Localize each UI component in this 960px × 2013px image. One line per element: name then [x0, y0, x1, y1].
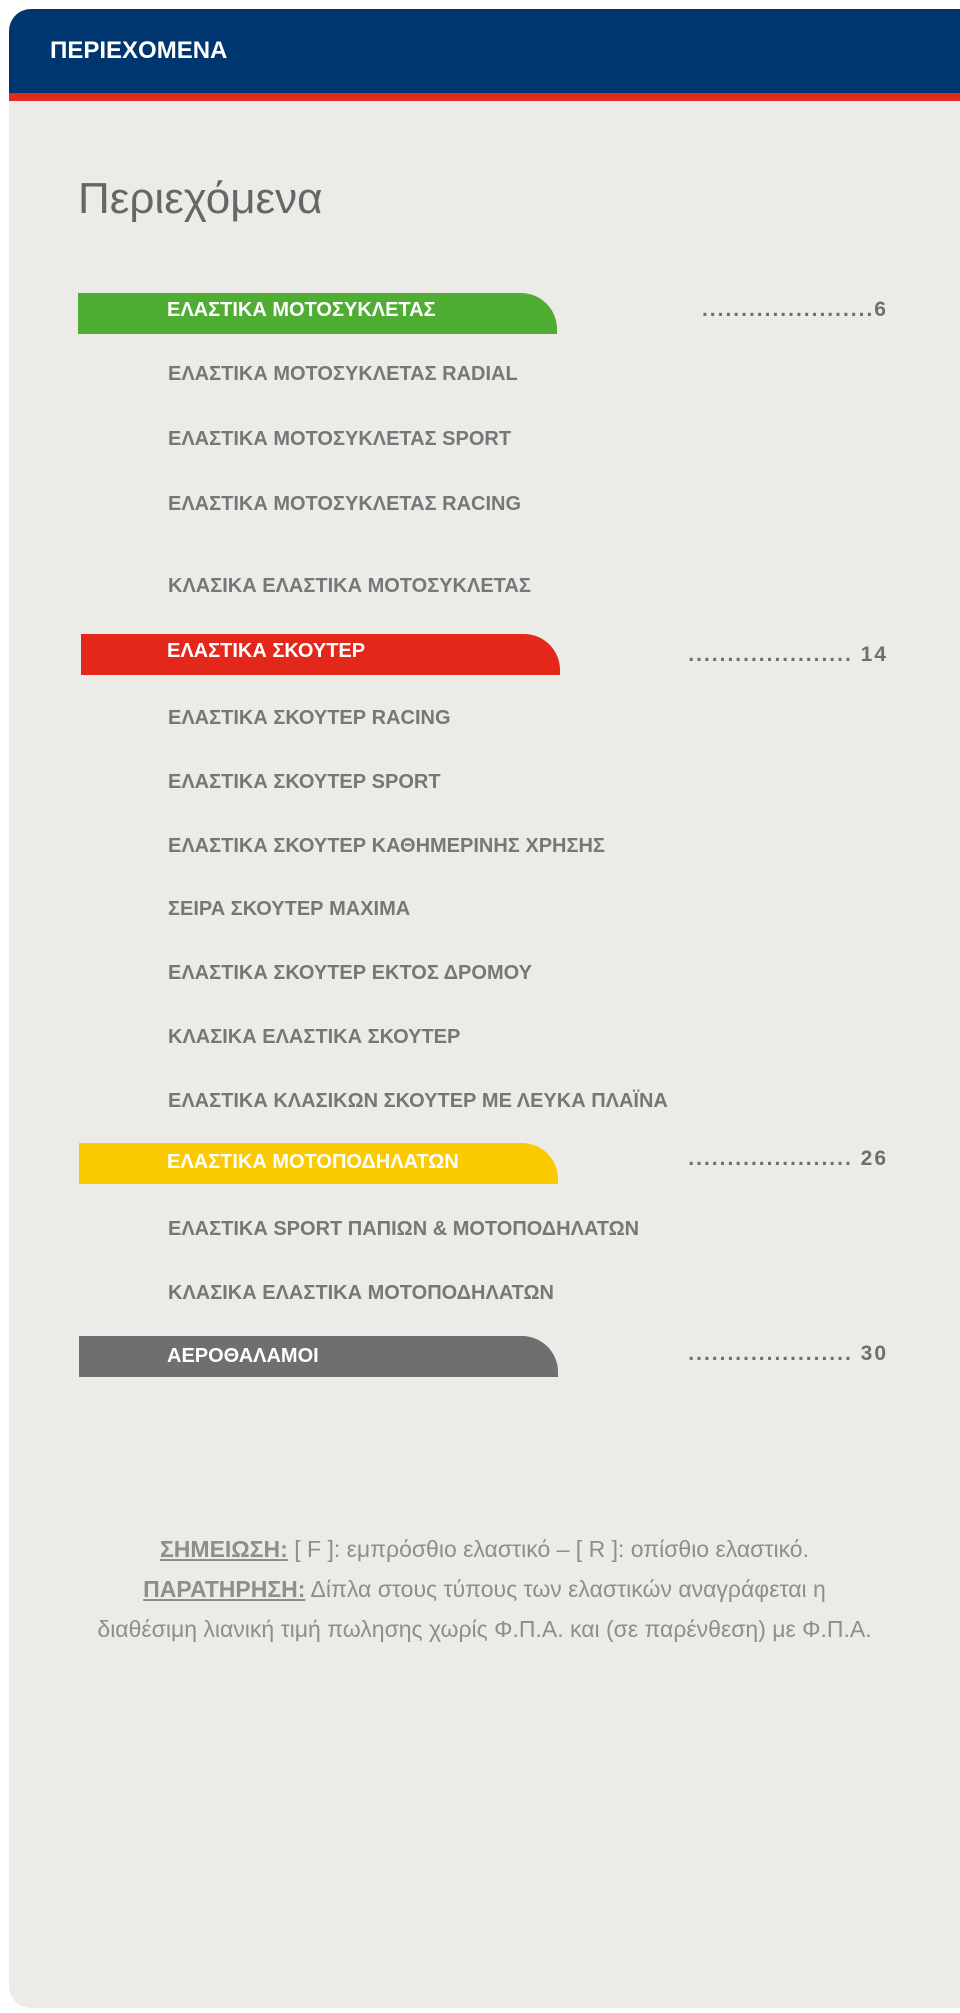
toc-item[interactable]: ΕΛΑΣΤΙΚΑ ΣΚΟΥΤΕΡ RACING	[168, 707, 451, 729]
toc-item[interactable]: ΕΛΑΣΤΙΚΑ ΜΟΤΟΣΥΚΛΕΤΑΣ RACING	[168, 493, 522, 515]
page	[9, 9, 960, 2008]
toc-item[interactable]: ΕΛΑΣΤΙΚΑ SPORT ΠΑΠΙΩΝ & ΜΟΤΟΠΟΔΗΛΑΤΩΝ	[168, 1218, 640, 1240]
toc-item[interactable]: ΕΛΑΣΤΙΚΑ ΣΚΟΥΤΕΡ ΚΑΘΗΜΕΡΙΝΗΣ ΧΡΗΣΗΣ	[168, 835, 605, 857]
section-moto-banner[interactable]	[78, 293, 557, 334]
toc-item[interactable]: ΕΛΑΣΤΙΚΑ ΣΚΟΥΤΕΡ ΕΚΤΟΣ ΔΡΟΜΟΥ	[168, 962, 532, 984]
section-moto-page-ref: ......................6	[701, 298, 888, 321]
remark-label: ΠΑΡΑΤΗΡΗΣΗ:	[143, 1576, 306, 1602]
toc-item[interactable]: ΚΛΑΣΙΚΑ ΕΛΑΣΤΙΚΑ ΜΟΤΟΠΟΔΗΛΑΤΩΝ	[168, 1282, 554, 1304]
section-scooter-label: ΕΛΑΣΤΙΚΑ ΣΚΟΥΤΕΡ	[167, 640, 366, 662]
section-moped-banner[interactable]	[79, 1143, 558, 1184]
toc-item[interactable]: ΕΛΑΣΤΙΚΑ ΚΛΑΣΙΚΩΝ ΣΚΟΥΤΕΡ ΜΕ ΛΕΥΚΑ ΠΛΑΪΝΑ	[168, 1090, 668, 1112]
note-text: [ F ]: εμπρόσθιο ελαστικό – [ R ]: οπίσθιο ελαστικό.	[294, 1536, 809, 1562]
remark-text-line1: Δίπλα στους τύπους των ελαστικών αναγράφεται η	[310, 1576, 826, 1602]
header-title: ΠΕΡΙΕΧΟΜΕΝΑ	[50, 37, 228, 64]
section-moped-page-ref: ..................... 26	[688, 1147, 888, 1170]
section-scooter-page-ref: ..................... 14	[688, 643, 888, 666]
header-stripe	[9, 93, 960, 101]
header-bar	[9, 9, 960, 93]
remark-line	[9, 1569, 960, 1609]
page-title: Περιεχόμενα	[78, 174, 323, 223]
remark-text-line2: διαθέσιμη λιανική τιμή πωλησης χωρίς Φ.Π.Α. και (σε παρένθεση) με Φ.Π.Α.	[97, 1616, 872, 1642]
toc-item[interactable]: ΕΛΑΣΤΙΚΑ ΣΚΟΥΤΕΡ SPORT	[168, 771, 441, 793]
section-tubes-page-ref: ..................... 30	[688, 1342, 888, 1365]
toc-item[interactable]: ΚΛΑΣΙΚΑ ΕΛΑΣΤΙΚΑ ΣΚΟΥΤΕΡ	[168, 1026, 461, 1048]
toc-item[interactable]: ΚΛΑΣΙΚΑ ΕΛΑΣΤΙΚΑ ΜΟΤΟΣΥΚΛΕΤΑΣ	[168, 575, 531, 597]
notes-block	[9, 1529, 960, 1649]
toc-item[interactable]: ΣΕΙΡΑ ΣΚΟΥΤΕΡ ΜΑΧΙΜΑ	[168, 898, 411, 920]
section-moped-label: ΕΛΑΣΤΙΚΑ ΜΟΤΟΠΟΔΗΛΑΤΩΝ	[167, 1151, 459, 1173]
toc-item[interactable]: ΕΛΑΣΤΙΚΑ ΜΟΤΟΣΥΚΛΕΤΑΣ RADIAL	[168, 363, 518, 385]
section-tubes-label: ΑΕΡΟΘΑΛΑΜΟΙ	[167, 1345, 319, 1367]
toc-item[interactable]: ΕΛΑΣΤΙΚΑ ΜΟΤΟΣΥΚΛΕΤΑΣ SPORT	[168, 428, 512, 450]
note-line	[9, 1529, 960, 1569]
note-label: ΣΗΜΕΙΩΣΗ:	[160, 1536, 288, 1562]
section-moto-label: ΕΛΑΣΤΙΚΑ ΜΟΤΟΣΥΚΛΕΤΑΣ	[167, 299, 436, 321]
section-scooter-banner[interactable]	[81, 634, 560, 675]
section-tubes-banner[interactable]	[79, 1336, 558, 1377]
